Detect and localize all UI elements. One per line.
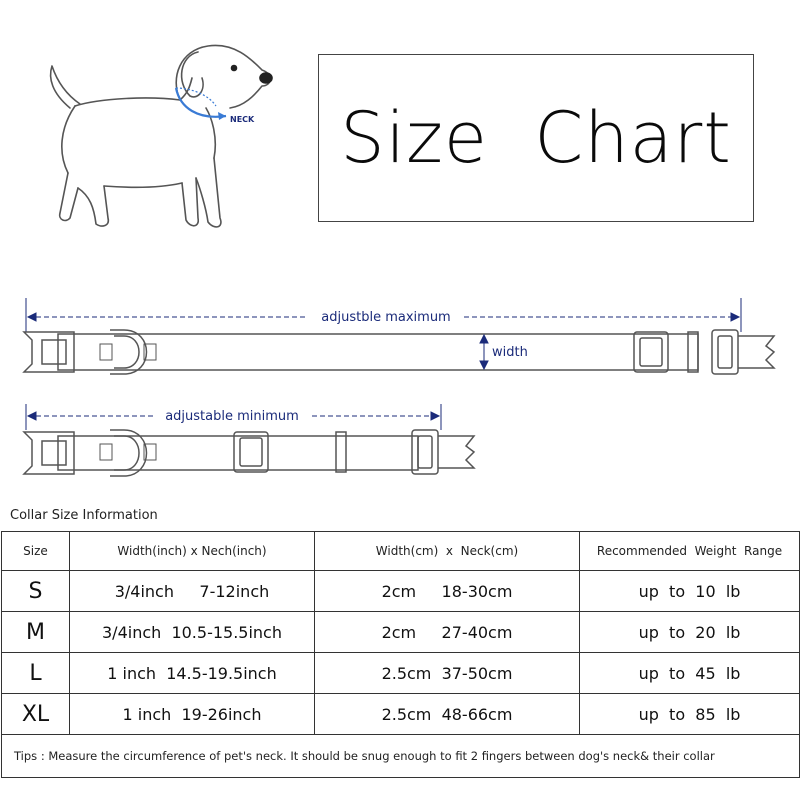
collar-max-diagram [14, 292, 800, 392]
weight-cell: up to 10 lb [580, 571, 800, 612]
table-header-row [2, 532, 800, 571]
table-row [2, 653, 800, 694]
table-row [2, 571, 800, 612]
size-cell: S [2, 571, 70, 612]
table-row [2, 612, 800, 653]
inch-cell: 1 inch 14.5-19.5inch [70, 653, 315, 694]
table-caption: Collar Size Information [10, 508, 158, 523]
page-title: Size Chart [340, 97, 732, 179]
size-cell: XL [2, 694, 70, 735]
neck-label: NECK [230, 115, 255, 124]
title-box [318, 54, 754, 222]
size-cell: M [2, 612, 70, 653]
header-cm: Width(cm) x Neck(cm) [315, 532, 580, 571]
header-weight: Recommended Weight Range [580, 532, 800, 571]
max-length-label: adjustble maximum [321, 310, 451, 325]
dog-illustration [30, 38, 280, 238]
table-row [2, 694, 800, 735]
min-length-label: adjustable minimum [165, 409, 299, 424]
weight-cell: up to 20 lb [580, 612, 800, 653]
weight-cell: up to 45 lb [580, 653, 800, 694]
tip-row [2, 735, 800, 778]
cm-cell: 2cm 27-40cm [315, 612, 580, 653]
tip-text: Tips : Measure the circumference of pet's neck. It should be snug enough to fit 2 fingers between dog's neck& their collar [2, 735, 800, 778]
inch-cell: 3/4inch 10.5-15.5inch [70, 612, 315, 653]
inch-cell: 1 inch 19-26inch [70, 694, 315, 735]
inch-cell: 3/4inch 7-12inch [70, 571, 315, 612]
size-cell: L [2, 653, 70, 694]
header-inch: Width(inch) x Nech(inch) [70, 532, 315, 571]
collar-min-diagram [14, 400, 800, 490]
cm-cell: 2.5cm 48-66cm [315, 694, 580, 735]
weight-cell: up to 85 lb [580, 694, 800, 735]
header-size: Size [2, 532, 70, 571]
width-label: width [492, 345, 528, 360]
cm-cell: 2.5cm 37-50cm [315, 653, 580, 694]
size-table [1, 531, 800, 778]
cm-cell: 2cm 18-30cm [315, 571, 580, 612]
